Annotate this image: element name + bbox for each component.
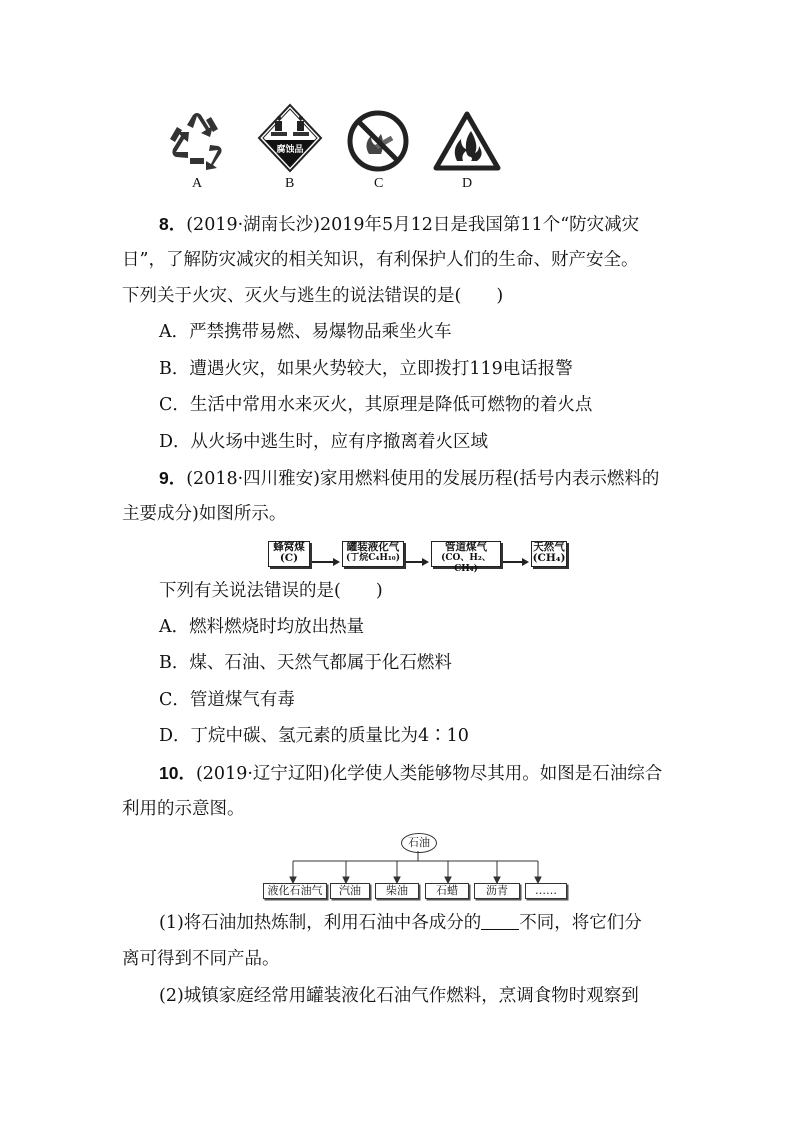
fuel-formula: (C) xyxy=(279,552,299,564)
petroleum-root-label: 石油 xyxy=(408,836,430,849)
product-box: 柴油 xyxy=(375,883,419,899)
q10-part2-line-1: (2)城镇家庭经常用罐装液化石油气作燃料，烹调食物时观察到 xyxy=(159,986,639,1006)
q10-line-2: 利用的示意图。 xyxy=(122,799,245,819)
q9-line-3: 下列有关说法错误的是( ) xyxy=(159,581,383,601)
q9-option-d: D．丁烷中碳、氢元素的质量比为4∶10 xyxy=(159,726,469,746)
q8-line-1 xyxy=(159,212,639,237)
q9-option-a: A．燃料燃烧时均放出热量 xyxy=(159,617,365,637)
product-box: …… xyxy=(525,883,567,899)
q10-line-1 xyxy=(159,761,662,786)
fuel-box-2 xyxy=(342,541,404,567)
symbol-b xyxy=(257,103,323,173)
corrosive-label: 腐蚀品 xyxy=(276,145,304,155)
q10-part1-text-b: 不同，将它们分 xyxy=(519,913,642,933)
fuel-name: 天然气 xyxy=(533,541,565,553)
recycle-icon xyxy=(166,110,228,172)
q10-text-1: (2019·辽宁辽阳)化学使人类能够物尽其用。如图是石油综合 xyxy=(195,764,663,784)
q10-number: 10． xyxy=(159,763,196,783)
q9-option-c: C．管道煤气有毒 xyxy=(159,690,295,710)
fuel-name: 管道煤气 xyxy=(445,541,487,553)
arrow-right-icon xyxy=(405,558,429,566)
fuel-name: 蜂窝煤 xyxy=(273,541,305,553)
product-box: 石蜡 xyxy=(425,883,469,899)
arrow-1 xyxy=(312,551,340,570)
q8-line-2: 日”，了解防灾减灾的相关知识，有利保护人们的生命、财产安全。 xyxy=(122,250,639,270)
fuel-name: 罐装液化气 xyxy=(346,541,400,553)
q9-option-b: B．煤、石油、天然气都属于化石燃料 xyxy=(159,653,452,673)
symbol-c xyxy=(347,110,409,172)
product-box: 汽油 xyxy=(330,883,370,899)
q8-option-c: C．生活中常用水来灭火，其原理是降低可燃物的着火点 xyxy=(159,395,593,415)
flammable-warning-icon xyxy=(433,111,501,171)
q8-option-b: B．遭遇火灾，如果火势较大，立即拨打119电话报警 xyxy=(159,359,573,379)
answer-blank[interactable] xyxy=(481,913,519,930)
symbol-label-c: C xyxy=(374,176,384,191)
q8-text-1: (2019·湖南长沙)2019年5月12日是我国第11个“防灾减灾 xyxy=(186,215,640,235)
symbol-label-d: D xyxy=(462,176,473,191)
q8-option-a: A．严禁携带易燃、易爆物品乘坐火车 xyxy=(159,322,452,342)
petroleum-tree-lines xyxy=(260,851,570,885)
fuel-box-4 xyxy=(531,541,567,567)
product-box: 沥青 xyxy=(474,883,520,899)
arrow-right-icon xyxy=(503,558,529,566)
q10-part1-text-a: (1)将石油加热炼制，利用石油中各成分的 xyxy=(159,913,482,933)
q9-text-1: (2018·四川雅安)家用燃料使用的发展历程(括号内表示燃料的 xyxy=(186,469,660,489)
q8-option-d: D．从火场中逃生时，应有序撤离着火区域 xyxy=(159,432,489,452)
q8-line-3: 下列关于火灾、灭火与逃生的说法错误的是( ) xyxy=(122,286,504,306)
symbol-a xyxy=(166,110,228,172)
q8-number: 8． xyxy=(159,214,187,234)
symbol-label-b: B xyxy=(285,176,295,191)
q10-part1-line-2: 离可得到不同产品。 xyxy=(122,949,280,969)
q9-line-2: 主要成分)如图所示。 xyxy=(122,504,287,524)
corrosive-hazard-icon xyxy=(257,103,323,173)
q9-number: 9． xyxy=(159,468,187,488)
fuel-formula: (CH₄) xyxy=(532,552,566,564)
q9-line-1 xyxy=(159,466,659,491)
petroleum-root xyxy=(401,833,437,853)
no-smoking-icon xyxy=(347,110,409,172)
symbol-d xyxy=(433,111,501,171)
arrow-3 xyxy=(503,551,529,570)
arrow-2 xyxy=(405,551,429,570)
fuel-formula: (CO、H₂、CH₄) xyxy=(441,553,491,574)
fuel-formula: (丁烷C₄H₁₀) xyxy=(345,553,400,563)
q10-part1-line-1 xyxy=(159,911,642,935)
fuel-box-1 xyxy=(268,541,310,567)
product-box: 液化石油气 xyxy=(263,883,327,899)
arrow-right-icon xyxy=(312,558,340,566)
symbol-label-a: A xyxy=(192,176,203,191)
fuel-box-3 xyxy=(431,541,501,574)
